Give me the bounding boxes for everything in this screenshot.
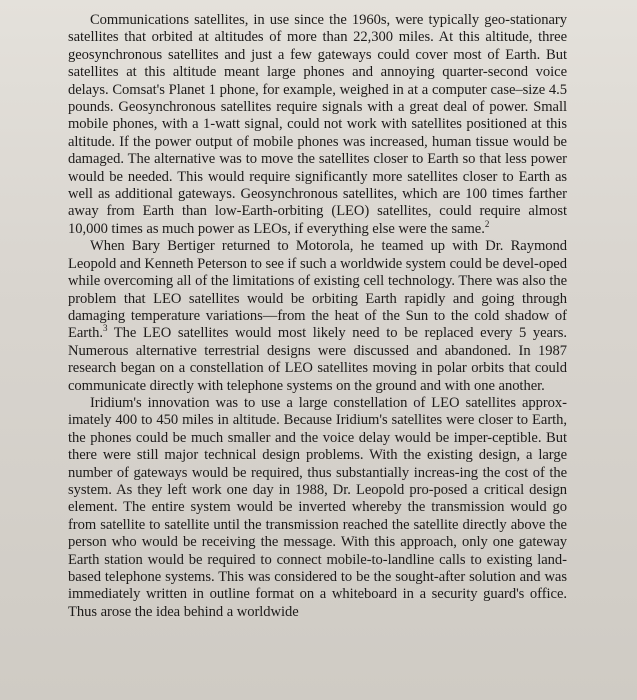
paragraph-text: Communications satellites, in use since the 1960s, were typically geo-stationary satellites that orbited at altitudes of more than 22,300 miles. At this altitude, three geosynchronous satellites and just a few gateways could cover most of Earth. But satellites at this altitude meant large phones and annoying quarter-second voice delays. Comsat's Planet 1 phone, for example, weighed in at a computer case–size 4.5 pounds. Geosynchronous satellites require signals with a great deal of power. Small mobile phones, with a 1-watt signal, could not work with satellites positioned at this altitude. If the power output of mobile phones was increased, human tissue would be damaged. The alternative was to move the satellites closer to Earth so that less power would be needed. This would require significantly more satellites closer to Earth as well as additional gateways. Geosynchronous satellites, which are 100 times farther away from Earth than low-Earth-orbiting (LEO) satellites, could require almost 10,000 times as much power as LEOs, if everything else were the same. [68,12,567,237]
paragraph-satellites [68,12,567,238]
footnote-marker: 3 [102,323,108,334]
paragraph-bertiger [68,238,567,395]
paragraph-iridium [68,395,567,621]
paragraph-text: Iridium's innovation was to use a large constellation of LEO satellites approx-imately 400 to 450 miles in altitude. Because Iridium's satellites were closer to Earth, the phones could be much smaller and the voice delay would be imper-ceptible. But there were still major technical design problems. With the existing design, a large number of gateways would be required, thus substantially increas-ing the cost of the system. As they left work one day in 1988, Dr. Leopold pro-posed a critical design element. The entire system would be inverted whereby the transmission would go from satellite to satellite until the transmission reached the satellite directly above the person who would be receiving the message. With this approach, only one gateway Earth station would be required to connect mobile-to-landline calls to existing land-based telephone systems. This was considered to be the sought-after solution and was immediately written in outline format on a whiteboard in a security guard's office. Thus arose the idea behind a worldwide [68,394,567,620]
paragraph-text: The LEO satellites would most likely need to be replaced every 5 years. Numerous alternative terrestrial designs were discussed and abandoned. In 1987 research began on a constellation of LEO satellites moving in polar orbits that could communicate directly with telephone systems on the ground and with one another. [68,325,567,394]
paragraph-text: When Bary Bertiger returned to Motorola, he teamed up with Dr. Raymond Leopold and Kenneth Peterson to see if such a worldwide system could be devel-oped while overcoming all of the limitations of existing cell technology. There was also the problem that LEO satellites would be orbiting Earth rapidly and going through damaging temperature variations—from the heat of the Sun to the cold shadow of Earth. [68,238,567,342]
footnote-marker: 2 [484,219,490,230]
